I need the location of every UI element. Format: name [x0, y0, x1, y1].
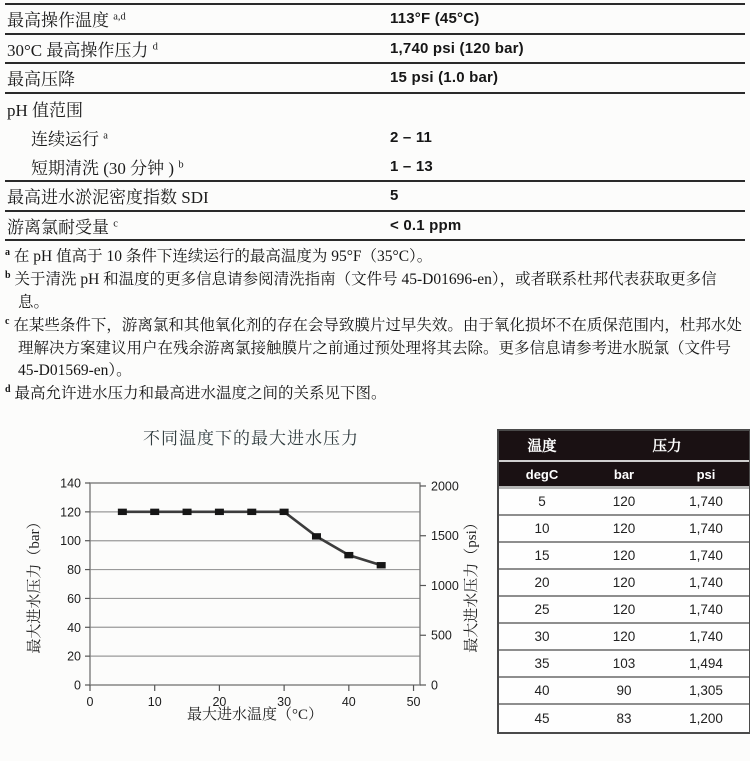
x-tick-label: 40	[341, 695, 356, 710]
y-tick-label-right: 2000	[431, 479, 459, 494]
spec-value: < 0.1 ppm	[390, 216, 462, 234]
spec-value: 5	[390, 187, 399, 205]
footnote-marker: c	[5, 315, 10, 327]
table-cell: 20	[499, 570, 585, 597]
figure-section	[5, 416, 745, 737]
spec-label-text: 短期清洗 (30 分钟 )	[31, 158, 175, 178]
footnote-marker: c	[113, 218, 118, 230]
chart-title: 不同温度下的最大进水压力	[143, 429, 359, 449]
spec-label	[5, 183, 390, 208]
spec-row	[5, 153, 745, 183]
y-tick-label-left: 0	[74, 678, 81, 693]
chart-svg	[5, 416, 497, 732]
table-row	[499, 489, 749, 516]
y-axis-label-right: 最大进水压力（psi）	[464, 515, 480, 653]
y-tick-label-right: 1000	[431, 579, 459, 594]
y-axis-label-left: 最大进水压力（bar）	[27, 514, 43, 654]
spec-row	[5, 35, 745, 65]
table-row	[499, 570, 749, 597]
y-tick-label-left: 60	[67, 592, 81, 607]
table-row	[499, 624, 749, 651]
footnote-text: 在某些条件下，游离氯和其他氧化剂的存在会导致膜片过早失效。由于氧化损坏不在质保范围内，杜邦水处理解决方案建议用户在残余游离氯接触膜片之前通过预处理将其去除。更多信息请参考进水脱氯（文件号 45-D01569-en）。	[13, 316, 742, 380]
spec-value: 113°F (45°C)	[390, 10, 480, 28]
table-cell: 10	[499, 516, 585, 543]
data-line	[122, 512, 381, 565]
spec-label-text: 30°C 最高操作压力	[7, 40, 149, 60]
footnote-marker: a	[5, 247, 10, 258]
y-tick-label-left: 20	[67, 649, 81, 664]
pressure-table-group-header-row	[499, 431, 749, 462]
table-cell: 120	[585, 543, 663, 570]
data-point-marker	[344, 552, 353, 558]
table-row	[499, 516, 749, 543]
table-row	[499, 543, 749, 570]
footnote-marker: b	[178, 159, 184, 171]
table-cell: 5	[499, 489, 585, 516]
table-cell: 90	[585, 678, 663, 705]
table-cell: 1,200	[663, 705, 749, 732]
spec-label	[5, 65, 390, 90]
spec-label	[5, 213, 390, 238]
table-cell: 83	[585, 705, 663, 732]
x-axis-label: 最大进水温度（°C）	[186, 707, 324, 724]
table-cell: 1,740	[663, 489, 749, 516]
table-row	[499, 705, 749, 732]
table-cell: 30	[499, 624, 585, 651]
data-point-marker	[215, 509, 224, 515]
spec-row	[5, 212, 745, 242]
pressure-table-wrap	[497, 429, 750, 737]
spec-label-text: pH 值范围	[7, 100, 84, 120]
spec-label	[5, 154, 390, 179]
pressure-temperature-chart	[5, 416, 497, 737]
spec-label	[5, 36, 390, 61]
table-cell: 103	[585, 651, 663, 678]
group-header-cell: 温度	[499, 431, 585, 462]
operating-limits-table	[5, 3, 745, 241]
data-point-marker	[118, 509, 127, 515]
table-cell: 1,305	[663, 678, 749, 705]
table-cell: 1,740	[663, 597, 749, 624]
column-header-cell: bar	[585, 462, 663, 489]
spec-label	[5, 6, 390, 31]
table-cell: 120	[585, 516, 663, 543]
spec-label-text: 连续运行	[31, 130, 99, 150]
footnote	[5, 269, 745, 315]
data-point-marker	[280, 509, 289, 515]
footnote-text: 最高允许进水压力和最高进水温度之间的关系见下图。	[14, 385, 387, 403]
data-point-marker	[150, 509, 159, 515]
column-header-cell: degC	[499, 462, 585, 489]
group-header-cell: 压力	[585, 431, 749, 462]
spec-row	[5, 94, 745, 124]
table-row	[499, 651, 749, 678]
footnotes	[5, 246, 745, 406]
spec-label	[5, 96, 390, 121]
y-tick-label-left: 120	[60, 505, 81, 520]
spec-value: 1 – 13	[390, 157, 433, 175]
y-tick-label-right: 500	[431, 628, 452, 643]
data-point-marker	[312, 533, 321, 539]
x-tick-label: 10	[147, 695, 162, 710]
table-cell: 25	[499, 597, 585, 624]
table-cell: 1,494	[663, 651, 749, 678]
spec-label-text: 最高压降	[7, 70, 75, 90]
spec-label	[5, 125, 390, 150]
spec-row	[5, 182, 745, 212]
table-cell: 15	[499, 543, 585, 570]
table-cell: 40	[499, 678, 585, 705]
pressure-table	[497, 429, 750, 734]
column-header-cell: psi	[663, 462, 749, 489]
footnote	[5, 315, 745, 384]
spec-value: 2 – 11	[390, 129, 433, 147]
table-row	[499, 597, 749, 624]
table-cell: 120	[585, 597, 663, 624]
footnote	[5, 383, 745, 406]
spec-value: 1,740 psi (120 bar)	[390, 39, 524, 57]
footnote-marker: a	[103, 130, 108, 142]
x-tick-label: 0	[86, 695, 94, 710]
table-cell: 1,740	[663, 516, 749, 543]
footnote-marker: d	[5, 384, 11, 396]
y-tick-label-right: 1500	[431, 529, 459, 544]
spec-row	[5, 64, 745, 94]
table-cell: 120	[585, 570, 663, 597]
footnote-marker: a,d	[113, 11, 126, 23]
pressure-table-column-header-row	[499, 462, 749, 489]
footnote-marker: b	[5, 269, 11, 281]
spec-label-text: 最高操作温度	[7, 11, 109, 31]
data-point-marker	[377, 562, 386, 568]
table-cell: 35	[499, 651, 585, 678]
y-tick-label-left: 80	[67, 563, 81, 578]
footnote-text: 关于清洗 pH 和温度的更多信息请参阅清洗指南（文件号 45-D01696-en），或者联系杜邦代表获取更多信息。	[14, 271, 717, 311]
spec-label-text: 游离氯耐受量	[7, 217, 109, 237]
footnote-marker: d	[152, 41, 158, 53]
footnote	[5, 246, 745, 269]
x-tick-label: 50	[406, 695, 421, 710]
table-row	[499, 678, 749, 705]
footnote-text: 在 pH 值高于 10 条件下连续运行的最高温度为 95°F（35°C）。	[13, 248, 433, 266]
y-tick-label-left: 140	[60, 476, 81, 491]
table-cell: 45	[499, 705, 585, 732]
spec-row	[5, 123, 745, 153]
table-cell: 1,740	[663, 570, 749, 597]
y-tick-label-left: 100	[60, 534, 81, 549]
spec-value: 15 psi (1.0 bar)	[390, 69, 499, 87]
x-tick-label: 30	[277, 695, 292, 710]
spec-row	[5, 5, 745, 35]
table-cell: 1,740	[663, 543, 749, 570]
table-cell: 1,740	[663, 624, 749, 651]
y-tick-label-right: 0	[431, 678, 438, 693]
spec-label-text: 最高进水淤泥密度指数 SDI	[7, 188, 209, 208]
data-point-marker	[247, 509, 256, 515]
data-point-marker	[183, 509, 192, 515]
x-tick-label: 20	[212, 695, 227, 710]
table-cell: 120	[585, 489, 663, 516]
table-cell: 120	[585, 624, 663, 651]
y-tick-label-left: 40	[67, 620, 81, 635]
